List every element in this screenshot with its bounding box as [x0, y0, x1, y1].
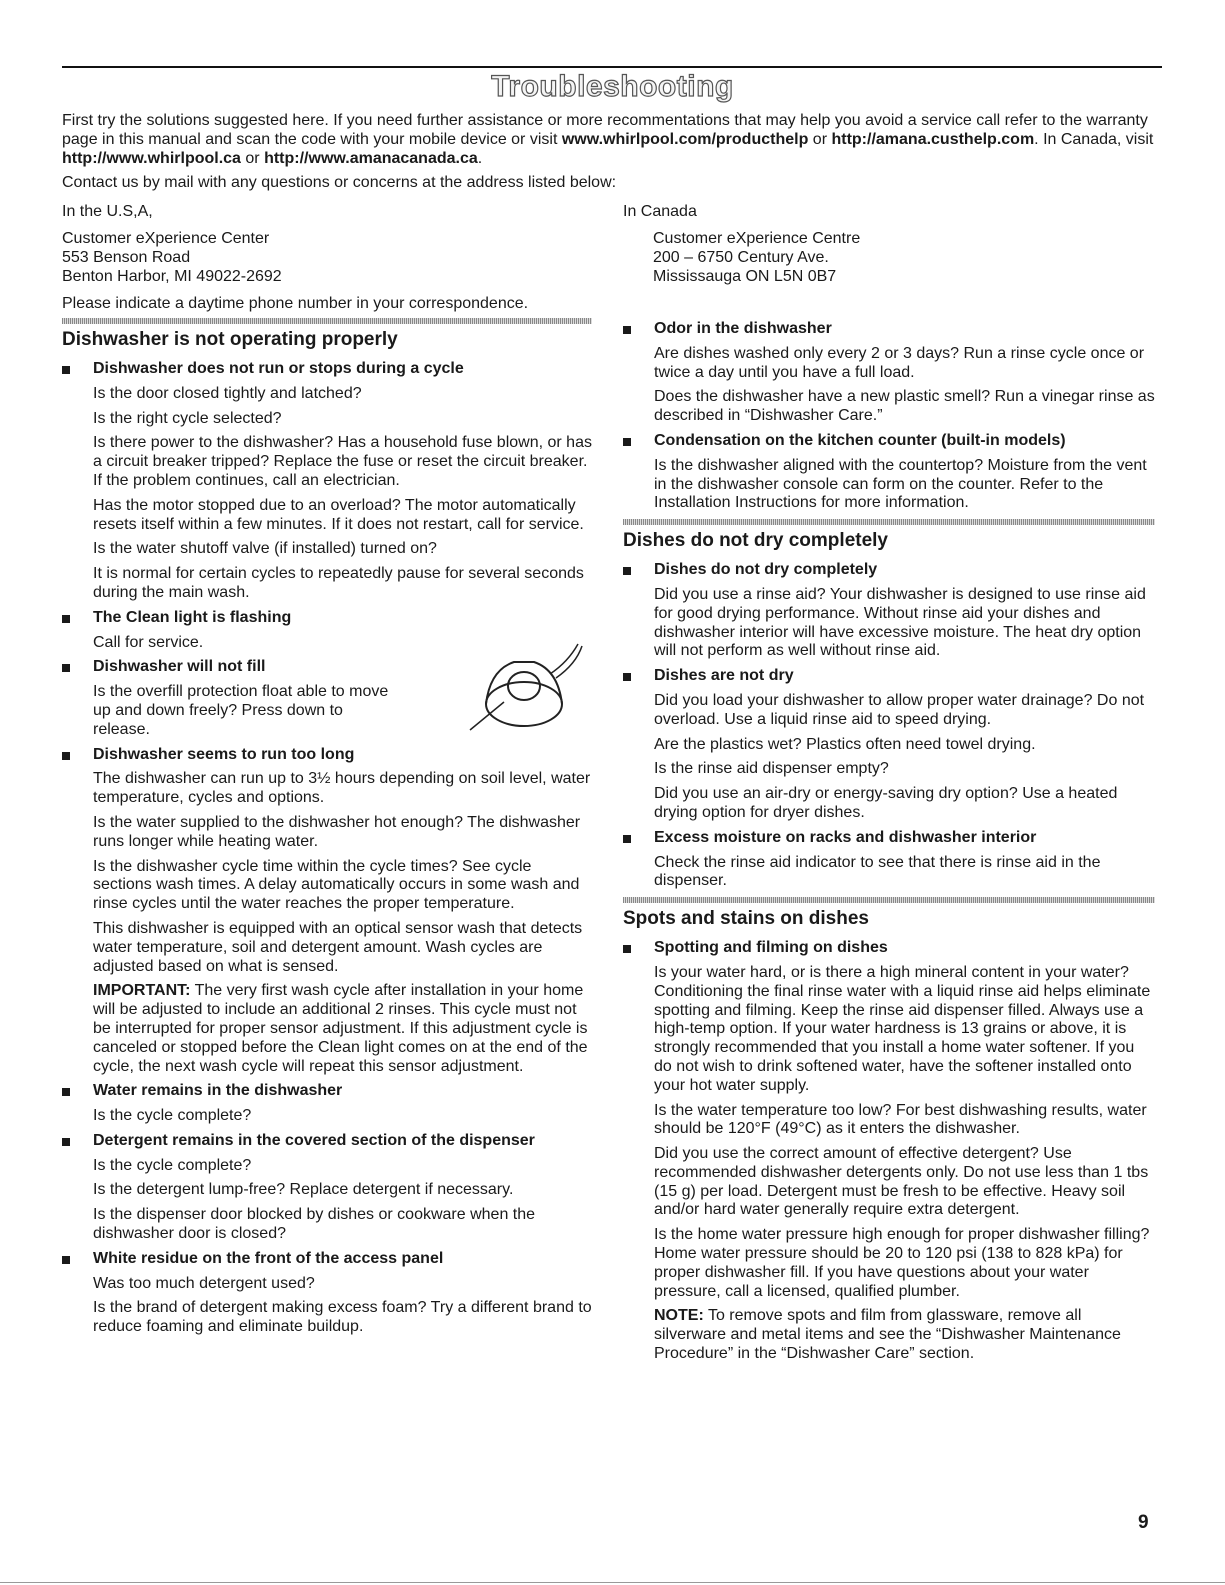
- issue-item: Condensation on the kitchen counter (built-in models) Is the dishwasher aligned with the countertop? Moisture from the vent in the dishwasher console can form on the counter. Refer to the Installation Instructions for more information.: [623, 432, 1155, 513]
- issue-item: Excess moisture on racks and dishwasher interior Check the rinse aid indicator to see that there is rinse aid in the dispenser.: [623, 829, 1155, 891]
- bullet-icon: [62, 752, 70, 760]
- overfill-float-illustration: [460, 640, 588, 738]
- bullet-icon: [623, 326, 631, 334]
- top-rule: [62, 66, 1162, 68]
- bullet-icon: [62, 664, 70, 672]
- bullet-icon: [623, 438, 631, 446]
- address-us-heading: In the U.S,A,: [62, 203, 153, 220]
- section-title-spots: Spots and stains on dishes: [623, 908, 869, 930]
- issue-item: Dishes are not dry Did you load your dishwasher to allow proper water drainage? Do not overload. Use a liquid rinse aid to speed drying. Are the plastics wet? Plastics often need towel drying. Is the rinse aid dispenser empty? Did you use an air-dry or energy-saving dry option? Use a heated drying option for dryer dishes.: [623, 667, 1155, 823]
- issue-item: Dishwasher seems to run too long The dishwasher can run up to 3½ hours depending on soil level, water temperature, cycles and options. Is the water supplied to the dishwasher hot enough? The dishwasher runs longer while heating water. Is the dishwasher cycle time within the cycle times? See cycle sections wash times. A delay automatically occurs in some wash and rinse cycles until the water reaches the proper temperature. This dishwasher is equipped with an optical sensor wash that detects water temperature, soil and detergent amount. Wash cycles are adjusted based on what is sensed. IMPORTANT: The very first wash cycle after installation in your home will be adjusted to include an additional 2 rinses. This cycle must not be interrupted for proper sensor adjustment. If this adjustment cycle is canceled or stopped before the Clean light comes on at the end of the cycle, the next wash cycle will repeat this sensor adjustment.: [62, 746, 592, 1077]
- page-number: 9: [1138, 1512, 1149, 1533]
- bottom-rule: [0, 1582, 1225, 1583]
- issue-item: White residue on the front of the access panel Was too much detergent used? Is the brand of detergent making excess foam? Try a different brand to reduce foaming and eliminate buildup.: [62, 1250, 592, 1337]
- note-label: NOTE:: [654, 1307, 704, 1325]
- intro-paragraph: First try the solutions suggested here. If you need further assistance or more recommentations that may help you avoid a service call refer to the warranty page in this manual and scan the code with your mobile device or visit www.whirlpool.com/producthelp or http://amana.custhelp.com. In Canada, visit http://www.whirlpool.ca or http://www.amanacanada.ca.: [62, 112, 1154, 167]
- section-rule: [623, 897, 1155, 903]
- important-label: IMPORTANT:: [93, 982, 191, 1000]
- page-title: Troubleshooting: [491, 70, 734, 103]
- address-us-block: Customer eXperience Center 553 Benson Road Benton Harbor, MI 49022-2692: [62, 230, 282, 285]
- bullet-icon: [623, 673, 631, 681]
- address-canada: [623, 202, 1143, 294]
- issue-item: Spotting and filming on dishes Is your water hard, or is there a high mineral content in your water? Conditioning the final rinse water with a liquid rinse aid helps eliminate spotting and filming. Keep the rinse aid dispenser filled. Always use a high-temp option. If your water hardness is 13 grains or above, it is strongly recommended that you install a home water softener. If you do not wish to drink softened water, have the softener installed onto your hot water supply. Is the water temperature too low? For best dishwashing results, water should be 120°F (49°C) as it enters the dishwasher. Did you use the correct amount of effective detergent? Use recommended dishwasher detergents only. Do not use less than 1 tbs (15 g) per load. Detergent must be fresh to be effective. Heavy soil and/or hard water generally require extra detergent. Is the home water pressure high enough for proper dishwasher filling? Home water pressure should be 20 to 120 psi (138 to 828 kPa) for proper dishwasher fill. If you have questions about your water pressure, call a licensed, qualified plumber. NOTE: To remove spots and film from glassware, remove all silverware and metal items and see the “Dishwasher Maintenance Procedure” in the “Dishwasher Care” section.: [623, 939, 1155, 1364]
- issue-item: Dishwasher does not run or stops during a cycle Is the door closed tightly and latched? Is the right cycle selected? Is there power to the dishwasher? Has a household fuse blown, or has a circuit breaker tripped? Replace the fuse or reset the circuit breaker. If the problem continues, call an electrician. Has the motor stopped due to an overload? The motor automatically resets itself within a few minutes. If it does not restart, call for service. Is the water shutoff valve (if installed) turned on? It is normal for certain cycles to repeatedly pause for several seconds during the main wash.: [62, 360, 592, 603]
- bullet-icon: [62, 366, 70, 374]
- issue-item: Detergent remains in the covered section of the dispenser Is the cycle complete? Is the detergent lump-free? Replace detergent if necessary. Is the dispenser door blocked by dishes or cookware when the dishwasher door is closed?: [62, 1132, 592, 1244]
- bullet-icon: [62, 1256, 70, 1264]
- bullet-icon: [62, 615, 70, 623]
- address-ca-heading: In Canada: [623, 203, 697, 220]
- address-us: [62, 202, 582, 313]
- issue-item: Dishwasher will not fill Is the overfill protection float able to move up and down freely? Press down to release.: [62, 658, 592, 739]
- bullet-icon: [62, 1088, 70, 1096]
- left-column: [62, 318, 592, 1343]
- address-note: Please indicate a daytime phone number in your correspondence.: [62, 295, 529, 312]
- section-rule: [623, 519, 1155, 525]
- contact-paragraph: Contact us by mail with any questions or concerns at the address listed below:: [62, 174, 617, 191]
- right-column: [623, 320, 1155, 1370]
- address-ca-block: Customer eXperience Centre 200 – 6750 Century Ave. Mississauga ON L5N 0B7: [653, 230, 861, 285]
- bullet-icon: [623, 835, 631, 843]
- section-title-not-operating: Dishwasher is not operating properly: [62, 329, 398, 350]
- section-title-dry: Dishes do not dry completely: [623, 530, 888, 552]
- link-amanacanada[interactable]: http://www.amanacanada.ca: [264, 150, 478, 167]
- issue-item: The Clean light is flashing Call for service.: [62, 609, 592, 653]
- link-amana-custhelp[interactable]: http://amana.custhelp.com: [831, 131, 1035, 148]
- bullet-icon: [623, 567, 631, 575]
- issue-item: Odor in the dishwasher Are dishes washed only every 2 or 3 days? Run a rinse cycle once or twice a day until you have a full load. Does the dishwasher have a new plastic smell? Run a vinegar rinse as described in “Dishwasher Care.”: [623, 320, 1155, 426]
- bullet-icon: [623, 945, 631, 953]
- section-rule: [62, 318, 592, 324]
- intro: [62, 111, 1162, 197]
- link-whirlpool-ca[interactable]: http://www.whirlpool.ca: [62, 150, 241, 167]
- issue-item: Water remains in the dishwasher Is the cycle complete?: [62, 1082, 592, 1126]
- bullet-icon: [62, 1138, 70, 1146]
- issue-item: Dishes do not dry completely Did you use a rinse aid? Your dishwasher is designed to use rinse aid for good drying performance. Without rinse aid your dishes and dishwasher interior will have excessive moisture. The heat dry option will not perform as well without rinse aid.: [623, 561, 1155, 661]
- link-whirlpool-producthelp[interactable]: www.whirlpool.com/producthelp: [561, 131, 809, 148]
